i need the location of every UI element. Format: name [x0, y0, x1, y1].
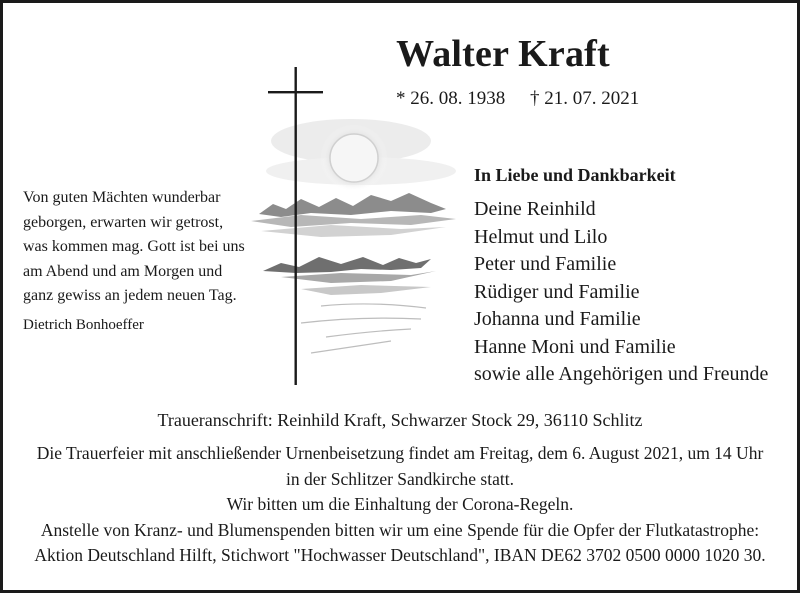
mourner-name: Peter und Familie: [474, 253, 617, 275]
mourner-name: Deine Reinhild: [474, 198, 596, 220]
quote-line: am Abend und am Morgen und: [23, 262, 223, 280]
mourner-name: sowie alle Angehörigen und Freunde: [474, 363, 769, 385]
birth-date: * 26. 08. 1938: [396, 88, 506, 109]
quote-line: geborgen, erwarten wir getrost,: [23, 213, 224, 231]
service-details: [13, 408, 787, 569]
landscape-artwork: [241, 61, 471, 391]
mourners-heading: In Liebe und Dankbarkeit: [474, 165, 676, 185]
mourner-name: Helmut und Lilo: [474, 225, 608, 248]
mountain-range-upper: [251, 193, 456, 237]
info-line: Aktion Deutschland Hilft, Stichwort "Hochwasser Deutschland", IBAN DE62 3702 0500 0000 1020 30.: [34, 545, 766, 566]
bible-quote: [23, 186, 253, 337]
info-line: in der Schlitzer Sandkirche statt.: [286, 468, 514, 489]
mourner-name: Hanne Moni und Familie: [474, 335, 676, 358]
mourning-address: Traueranschrift: Reinhild Kraft, Schwarzer Stock 29, 36110 Schlitz: [157, 410, 643, 430]
mourner-name: Rüdiger und Familie: [474, 280, 640, 303]
mountain-range-lower: [263, 257, 436, 295]
quote-line: was kommen mag. Gott ist bei uns: [23, 238, 245, 255]
funeral-info: [13, 441, 787, 569]
deceased-name: Walter Kraft: [396, 33, 610, 75]
cross-icon: [268, 67, 323, 385]
info-line: Anstelle von Kranz- und Blumenspenden bitten wir um eine Spende für die Opfer der Flutkatastrophe:: [40, 519, 760, 540]
death-date: † 21. 07. 2021: [530, 88, 640, 109]
info-line: Die Trauerfeier mit anschließender Urnenbeisetzung findet am Freitag, dem 6. August 2021, um 14 Uhr: [36, 443, 764, 463]
info-line: Wir bitten um die Einhaltung der Corona-Regeln.: [226, 494, 574, 515]
quote-line: Von guten Mächten wunderbar: [23, 189, 221, 206]
mourner-name: Johanna und Familie: [474, 308, 641, 330]
quote-author: Dietrich Bonhoeffer: [23, 316, 144, 333]
quote-line: ganz gewiss an jedem neuen Tag.: [23, 287, 237, 304]
mourners-list: [474, 161, 794, 389]
water-reflection: [301, 304, 426, 353]
